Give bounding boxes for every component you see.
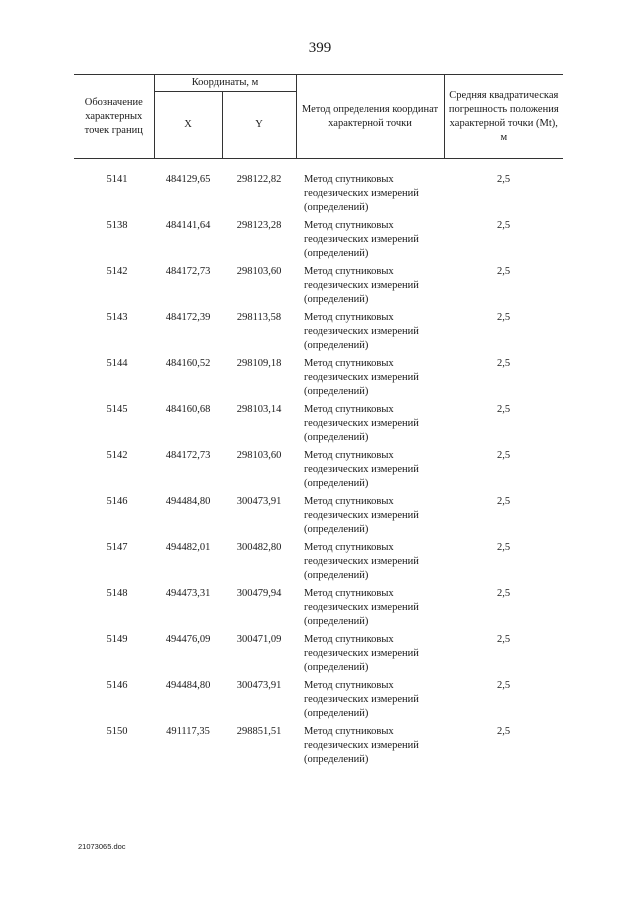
cell-y: 300473,91	[236, 679, 282, 691]
cell-x: 484160,52	[165, 357, 211, 369]
cell-point-id: 5147	[106, 541, 128, 553]
cell-point-id: 5145	[106, 403, 128, 415]
cell-method: Метод спутниковых геодезических измерений (определений)	[304, 449, 419, 489]
table-body	[74, 159, 563, 771]
cell-point-id: 5146	[106, 679, 128, 691]
cell-x: 484172,73	[165, 449, 211, 461]
cell-accuracy: 2,5	[496, 265, 511, 277]
cell-y: 300482,80	[236, 541, 282, 553]
cell-method: Метод спутниковых геодезических измерений (определений)	[304, 219, 419, 259]
cell-method: Метод спутниковых геодезических измерений (определений)	[304, 357, 419, 397]
cell-x: 484172,39	[165, 311, 211, 323]
header-y: Y	[222, 92, 296, 159]
cell-x: 491117,35	[166, 725, 210, 737]
cell-x: 494484,80	[165, 679, 211, 691]
table-row	[74, 357, 563, 403]
cell-accuracy: 2,5	[496, 403, 511, 415]
cell-method: Метод спутниковых геодезических измерений (определений)	[304, 311, 419, 351]
cell-x: 494473,31	[165, 587, 211, 599]
cell-y: 298109,18	[236, 357, 282, 369]
cell-method: Метод спутниковых геодезических измерений (определений)	[304, 679, 419, 719]
header-x: X	[154, 92, 222, 159]
cell-point-id: 5146	[106, 495, 128, 507]
page-number: 399	[308, 40, 332, 56]
table-row	[74, 541, 563, 587]
cell-accuracy: 2,5	[496, 219, 511, 231]
cell-y: 300471,09	[236, 633, 282, 645]
table-row	[74, 219, 563, 265]
table-row	[74, 159, 563, 219]
cell-y: 298103,60	[236, 265, 282, 277]
cell-accuracy: 2,5	[496, 311, 511, 323]
table-row	[74, 587, 563, 633]
cell-point-id: 5148	[106, 587, 128, 599]
cell-x: 484141,64	[165, 219, 211, 231]
footer-filename: 21073065.doc	[78, 842, 126, 851]
cell-point-id: 5142	[106, 265, 128, 277]
cell-x: 494482,01	[165, 541, 211, 553]
table-row	[74, 633, 563, 679]
cell-y: 300473,91	[236, 495, 282, 507]
table-row	[74, 725, 563, 771]
header-designation: Обозначение характерных точек границ	[74, 75, 154, 159]
cell-accuracy: 2,5	[496, 679, 511, 691]
cell-point-id: 5143	[106, 311, 128, 323]
coordinates-table-container	[74, 74, 563, 771]
cell-method: Метод спутниковых геодезических измерений (определений)	[304, 725, 419, 765]
cell-y: 298122,82	[236, 174, 282, 185]
cell-method: Метод спутниковых геодезических измерений (определений)	[304, 541, 419, 581]
header-method: Метод определения координат характерной точки	[296, 75, 444, 159]
cell-point-id: 5149	[106, 633, 128, 645]
header-accuracy-text: Средняя квадратическая погрешность положения характерной точки (Mt), м	[448, 89, 559, 143]
cell-x: 484129,65	[165, 174, 211, 185]
table-row	[74, 311, 563, 357]
cell-method: Метод спутниковых геодезических измерений (определений)	[304, 403, 419, 443]
cell-point-id: 5144	[106, 357, 128, 369]
cell-method: Метод спутниковых геодезических измерений (определений)	[304, 495, 419, 535]
table-row	[74, 449, 563, 495]
table-row	[74, 265, 563, 311]
cell-x: 494476,09	[165, 633, 211, 645]
cell-y: 298103,60	[236, 449, 282, 461]
cell-accuracy: 2,5	[496, 725, 511, 737]
cell-method: Метод спутниковых геодезических измерений (определений)	[304, 587, 419, 627]
table-row	[74, 403, 563, 449]
cell-y: 298103,14	[236, 403, 282, 415]
cell-x: 494484,80	[165, 495, 211, 507]
cell-accuracy: 2,5	[496, 357, 511, 369]
table-row	[74, 679, 563, 725]
cell-accuracy: 2,5	[496, 495, 511, 507]
cell-accuracy: 2,5	[496, 174, 511, 185]
cell-point-id: 5141	[106, 174, 128, 185]
cell-y: 298113,58	[236, 311, 282, 323]
cell-point-id: 5150	[106, 725, 128, 737]
header-coordinates: Координаты, м	[154, 75, 296, 92]
cell-method: Метод спутниковых геодезических измерений (определений)	[304, 633, 419, 673]
table-row	[74, 495, 563, 541]
cell-point-id: 5138	[106, 219, 128, 231]
cell-accuracy: 2,5	[496, 541, 511, 553]
cell-method: Метод спутниковых геодезических измерений (определений)	[304, 174, 419, 213]
cell-accuracy: 2,5	[496, 449, 511, 461]
cell-y: 298851,51	[236, 725, 282, 737]
cell-y: 300479,94	[236, 587, 282, 599]
cell-accuracy: 2,5	[496, 587, 511, 599]
header-accuracy	[444, 75, 563, 159]
cell-method: Метод спутниковых геодезических измерений (определений)	[304, 265, 419, 305]
coordinates-table	[74, 74, 563, 771]
cell-point-id: 5142	[106, 449, 128, 461]
cell-accuracy: 2,5	[496, 633, 511, 645]
cell-x: 484172,73	[165, 265, 211, 277]
cell-y: 298123,28	[236, 219, 282, 231]
cell-x: 484160,68	[165, 403, 211, 415]
